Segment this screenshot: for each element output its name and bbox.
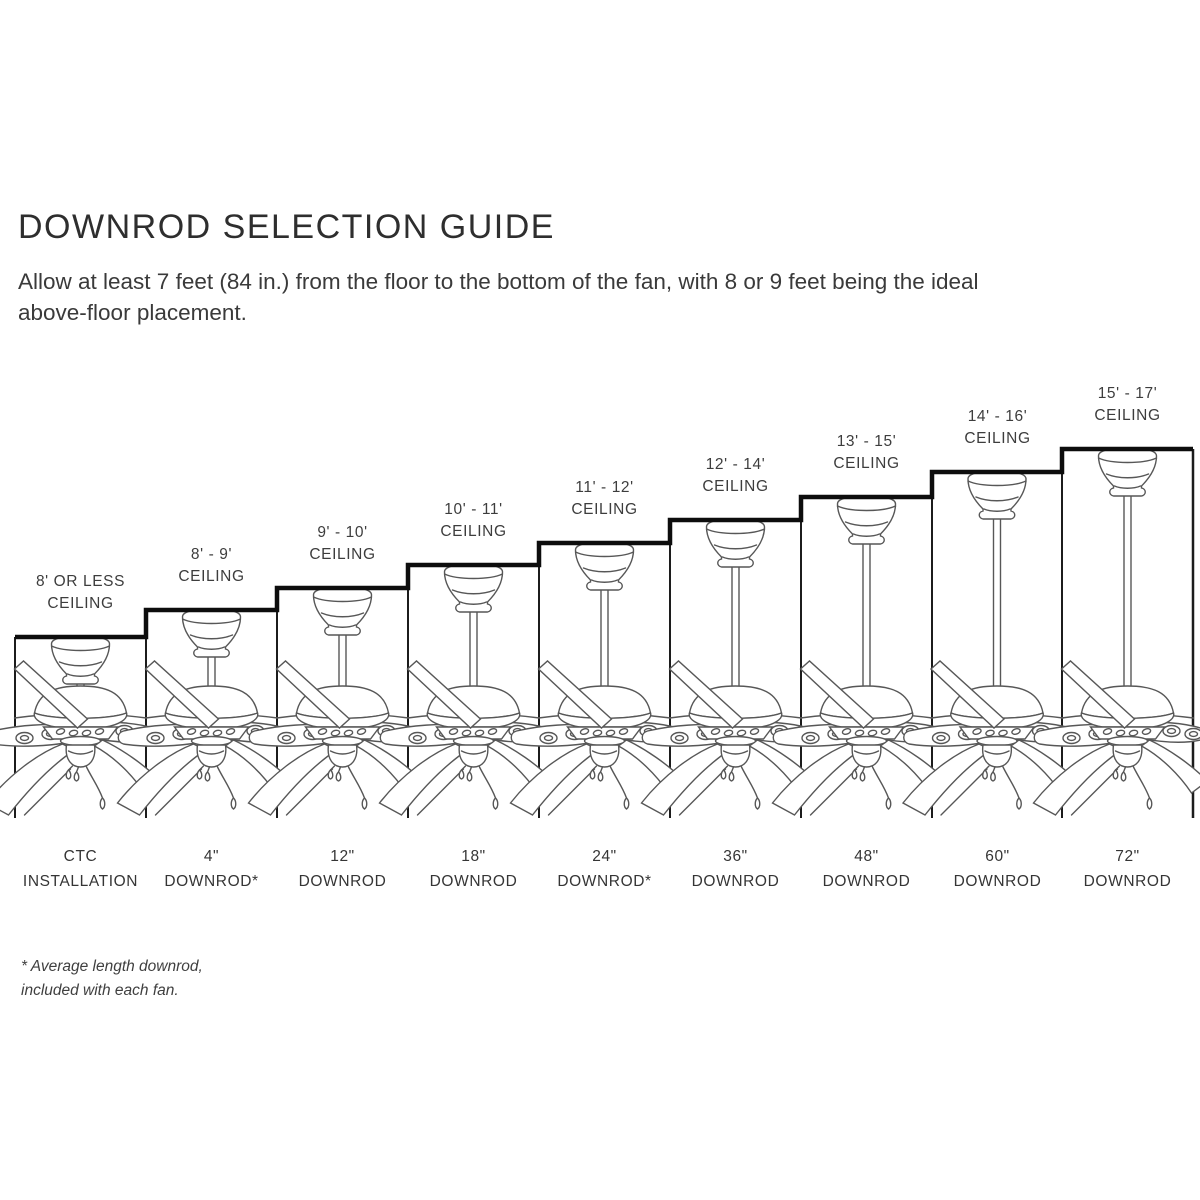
fan-canopy	[183, 609, 241, 657]
ceiling-word: CEILING	[309, 546, 376, 563]
ceiling-label-4	[408, 499, 539, 543]
fan-canopy	[707, 519, 765, 567]
fan-hub	[716, 737, 756, 746]
switch-cup	[1113, 745, 1142, 767]
ceiling-label-3	[277, 522, 408, 566]
fan-downrod	[994, 517, 1001, 691]
fan-blade	[642, 744, 730, 815]
footnote-line-2: included with each fan.	[21, 981, 179, 999]
blade-iron	[147, 733, 164, 744]
intro-text	[18, 266, 979, 328]
ceiling-word: CEILING	[440, 523, 507, 540]
blade-iron	[1163, 726, 1180, 737]
downrod-size: 60"	[985, 848, 1010, 865]
pull-chain	[1147, 798, 1152, 809]
fan-downrod	[601, 588, 608, 691]
ceiling-range: 15' - 17'	[1097, 385, 1158, 402]
fan-hub	[61, 737, 101, 746]
pull-chain	[362, 798, 367, 809]
ceiling-word: CEILING	[702, 478, 769, 495]
ceiling-word: CEILING	[964, 430, 1031, 447]
fan-blade	[511, 744, 599, 815]
downrod-word: DOWNROD	[691, 873, 780, 890]
pull-chain	[349, 767, 365, 798]
ceiling-label-6	[670, 454, 801, 498]
switch-cup	[590, 745, 619, 767]
pull-chain	[1113, 770, 1118, 779]
blade-iron	[802, 733, 819, 744]
ceiling-range: 14' - 16'	[967, 408, 1028, 425]
pull-chain	[100, 798, 105, 809]
downrod-size: 18"	[461, 848, 486, 865]
ceiling-label-5	[539, 477, 670, 521]
ceiling-range: 8' - 9'	[190, 546, 233, 563]
blade-iron	[278, 733, 295, 744]
pull-chain	[87, 767, 103, 798]
fan-hub	[977, 737, 1017, 746]
switch-cup	[983, 745, 1012, 767]
pull-chain	[611, 767, 627, 798]
pull-chain	[598, 772, 603, 781]
pull-chain	[1134, 767, 1150, 798]
switch-cup	[459, 745, 488, 767]
blade-iron	[16, 733, 33, 744]
downrod-diagram	[0, 380, 1200, 900]
fan-canopy	[968, 471, 1026, 519]
blade-iron	[409, 733, 426, 744]
downrod-word: DOWNROD*	[557, 873, 652, 890]
fan-downrod	[863, 542, 870, 691]
downrod-label-9	[1062, 844, 1193, 894]
pull-chain	[1121, 772, 1126, 781]
fan-hub	[847, 737, 887, 746]
fan-blade	[773, 744, 861, 815]
fan-hub	[454, 737, 494, 746]
downrod-label-2	[146, 844, 277, 894]
ceiling-range: 13' - 15'	[836, 433, 897, 450]
ceiling-fan	[1034, 448, 1200, 815]
page-title: DOWNROD SELECTION GUIDE	[18, 208, 555, 246]
switch-cup	[197, 745, 226, 767]
downrod-label-8	[932, 844, 1063, 894]
fan-blade	[0, 744, 75, 815]
pull-chain	[755, 798, 760, 809]
downrod-size: 12"	[330, 848, 355, 865]
fan-hub	[585, 737, 625, 746]
pull-chain	[480, 767, 496, 798]
blade-iron	[540, 733, 557, 744]
switch-cup	[66, 745, 95, 767]
intro-line-2: above-floor placement.	[18, 300, 247, 325]
fan-canopy	[576, 542, 634, 590]
fan-blade	[249, 744, 337, 815]
fan-motor-assembly	[1034, 661, 1200, 815]
fan-hub	[323, 737, 363, 746]
fan-canopy	[445, 564, 503, 612]
fan-blade	[903, 744, 991, 815]
fan-downrod	[339, 633, 346, 691]
ceiling-fan	[380, 564, 554, 815]
fan-canopy	[52, 636, 110, 684]
pull-chain	[231, 798, 236, 809]
pull-chain	[590, 770, 595, 779]
pull-chain	[336, 772, 341, 781]
downrod-size: 4"	[203, 848, 220, 865]
ceiling-range: 8' OR LESS	[35, 573, 126, 590]
fan-hub	[192, 737, 232, 746]
downrod-size: 72"	[1115, 848, 1140, 865]
downrod-label-4	[408, 844, 539, 894]
pull-chain	[873, 767, 889, 798]
fan-blade	[1034, 744, 1122, 815]
pull-chain	[886, 798, 891, 809]
ceiling-word: CEILING	[47, 595, 114, 612]
ceiling-label-8	[932, 406, 1063, 450]
downrod-label-6	[670, 844, 801, 894]
downrod-label-1	[15, 844, 146, 894]
blade-iron	[671, 733, 688, 744]
ceiling-range: 9' - 10'	[317, 524, 368, 541]
ceiling-label-9	[1062, 383, 1193, 427]
downrod-size: 24"	[592, 848, 617, 865]
ceiling-word: CEILING	[178, 568, 245, 585]
fan-canopy	[314, 587, 372, 635]
ceiling-fan	[903, 471, 1077, 815]
pull-chain	[218, 767, 234, 798]
intro-line-1: Allow at least 7 feet (84 in.) from the floor to the bottom of the fan, with 8 or 9 feet being the ideal	[18, 269, 979, 294]
ceiling-word: CEILING	[571, 501, 638, 518]
pull-chain	[721, 770, 726, 779]
pull-chain	[729, 772, 734, 781]
fan-blade	[380, 744, 468, 815]
fan-downrod	[470, 610, 477, 691]
pull-chain	[66, 770, 71, 779]
downrod-word: DOWNROD*	[164, 873, 259, 890]
pull-chain	[1017, 798, 1022, 809]
downrod-word: DOWNROD	[822, 873, 911, 890]
pull-chain	[860, 772, 865, 781]
fan-downrod	[732, 565, 739, 691]
ceiling-label-1	[15, 571, 146, 615]
ceiling-range: 12' - 14'	[705, 456, 766, 473]
fan-hub	[1108, 737, 1148, 746]
downrod-size: 36"	[723, 848, 748, 865]
downrod-word: DOWNROD	[953, 873, 1042, 890]
footnote-line-1: * Average length downrod,	[21, 958, 203, 975]
downrod-word: INSTALLATION	[22, 873, 139, 890]
pull-chain	[624, 798, 629, 809]
fan-canopy	[1099, 448, 1157, 496]
downrod-label-5	[539, 844, 670, 894]
downrod-word: DOWNROD	[429, 873, 518, 890]
footnote	[21, 955, 203, 1002]
fan-blade	[1142, 740, 1200, 793]
pull-chain	[983, 770, 988, 779]
downrod-size: 48"	[854, 848, 879, 865]
ceiling-range: 10' - 11'	[444, 501, 503, 518]
pull-chain	[459, 770, 464, 779]
downrod-size: CTC	[63, 848, 98, 865]
ceiling-word: CEILING	[1094, 407, 1161, 424]
pull-chain	[467, 772, 472, 781]
ceiling-word: CEILING	[833, 455, 900, 472]
downrod-label-3	[277, 844, 408, 894]
pull-chain	[328, 770, 333, 779]
fan-canopy	[838, 496, 896, 544]
pull-chain	[197, 770, 202, 779]
ceiling-fan	[249, 587, 423, 815]
ceiling-range: 11' - 12'	[575, 479, 634, 496]
blade-iron	[1063, 733, 1080, 744]
pull-chain	[852, 770, 857, 779]
switch-cup	[721, 745, 750, 767]
pull-chain	[205, 772, 210, 781]
downrod-label-7	[801, 844, 932, 894]
downrod-word: DOWNROD	[1083, 873, 1172, 890]
blade-iron	[933, 733, 950, 744]
pull-chain	[742, 767, 758, 798]
pull-chain	[991, 772, 996, 781]
pull-chain	[493, 798, 498, 809]
pull-chain	[74, 772, 79, 781]
switch-cup	[328, 745, 357, 767]
downrod-word: DOWNROD	[298, 873, 387, 890]
pull-chain	[1003, 767, 1019, 798]
ceiling-label-7	[801, 431, 932, 475]
fan-downrod	[1124, 494, 1131, 691]
switch-cup	[852, 745, 881, 767]
fan-blade	[118, 744, 206, 815]
ceiling-label-2	[146, 544, 277, 588]
